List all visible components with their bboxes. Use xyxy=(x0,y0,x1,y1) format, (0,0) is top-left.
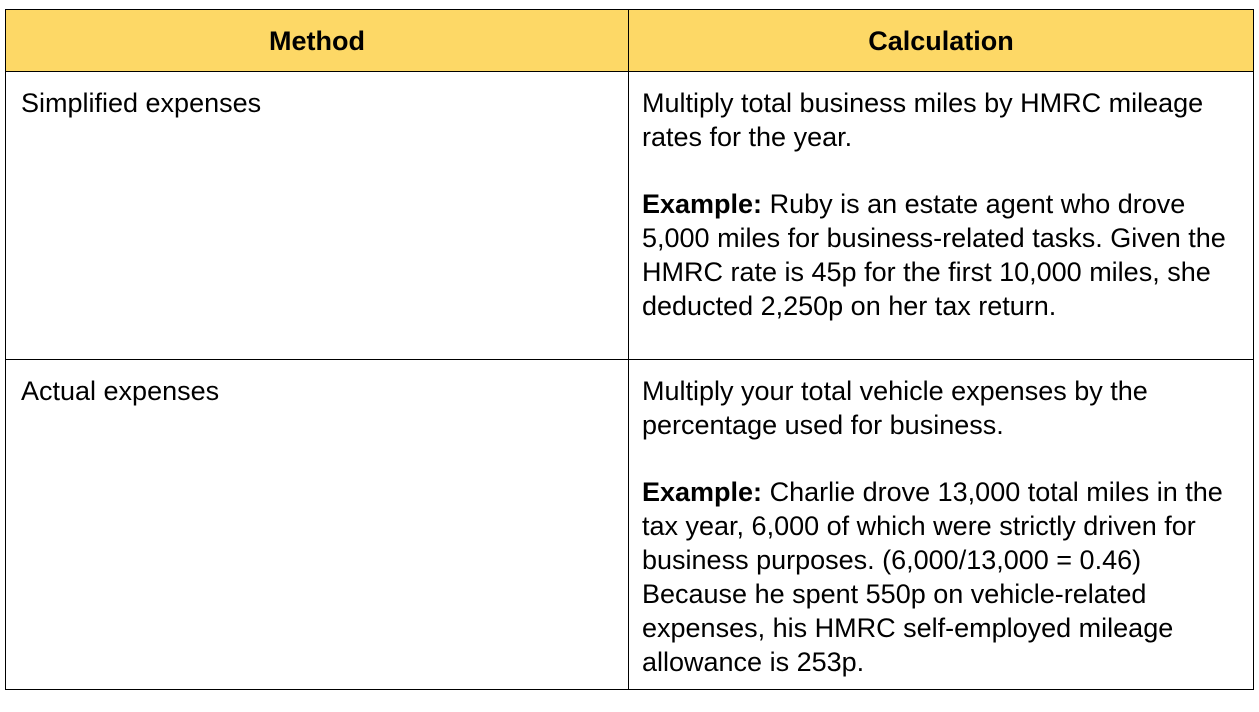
example-label: Example: xyxy=(642,189,763,219)
mileage-methods-table xyxy=(5,9,1254,690)
table-row xyxy=(6,72,1254,360)
calculation-cell xyxy=(629,72,1254,360)
calculation-example xyxy=(642,475,1241,679)
calculation-description: Multiply total business miles by HMRC mileage rates for the year. xyxy=(642,88,1204,152)
method-column-header: Method xyxy=(6,10,629,72)
header-row xyxy=(6,10,1254,72)
example-label: Example: xyxy=(642,477,763,507)
method-cell: Simplified expenses xyxy=(6,72,629,360)
table-row xyxy=(6,360,1254,690)
example-text: Charlie drove 13,000 total miles in the tax year, 6,000 of which were strictly driven for business purposes. (6,000/13,000 = 0.46) Because he spent 550p on vehicle-related expenses, his HMRC self-employed mileage allowance is 253p. xyxy=(642,477,1223,677)
calculation-column-header: Calculation xyxy=(629,10,1254,72)
example-text: Ruby is an estate agent who drove 5,000 miles for business-related tasks. Given the HMRC rate is 45p for the first 10,000 miles, she deducted 2,250p on her tax return. xyxy=(642,189,1226,321)
calculation-cell xyxy=(629,360,1254,690)
calculation-description: Multiply your total vehicle expenses by the percentage used for business. xyxy=(642,376,1148,440)
method-cell: Actual expenses xyxy=(6,360,629,690)
calculation-example xyxy=(642,187,1241,323)
